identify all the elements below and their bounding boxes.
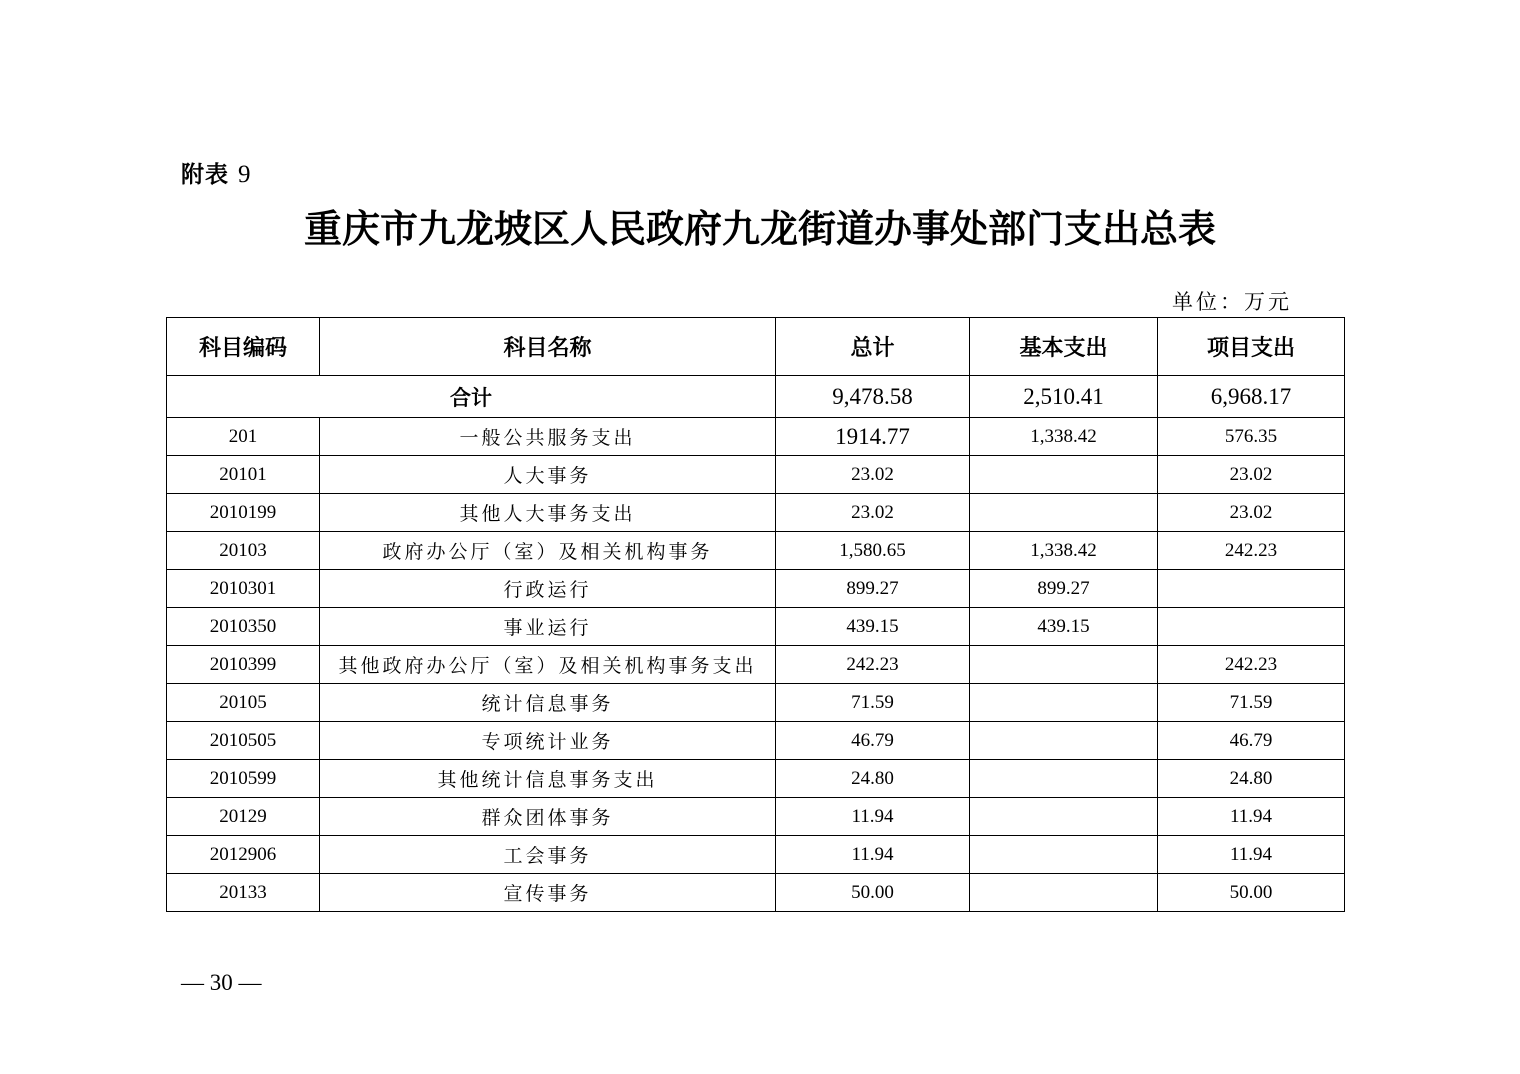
total-project: 6,968.17	[1158, 376, 1345, 418]
row-name: 一般公共服务支出	[320, 418, 776, 456]
row-project	[1158, 570, 1345, 608]
row-project: 23.02	[1158, 494, 1345, 532]
row-total: 1914.77	[776, 418, 970, 456]
row-project	[1158, 608, 1345, 646]
row-project: 23.02	[1158, 456, 1345, 494]
row-basic	[970, 494, 1158, 532]
row-basic: 1,338.42	[970, 418, 1158, 456]
document-title: 重庆市九龙坡区人民政府九龙街道办事处部门支出总表	[303, 206, 1216, 251]
table-row	[167, 608, 1345, 646]
table-row	[167, 646, 1345, 684]
row-project: 576.35	[1158, 418, 1345, 456]
total-sum: 9,478.58	[776, 376, 970, 418]
row-total: 11.94	[776, 836, 970, 874]
header-row	[167, 318, 1345, 376]
table-row	[167, 418, 1345, 456]
table-row	[167, 570, 1345, 608]
row-total: 1,580.65	[776, 532, 970, 570]
row-name: 人大事务	[320, 456, 776, 494]
row-name: 统计信息事务	[320, 684, 776, 722]
table-row	[167, 456, 1345, 494]
row-project: 242.23	[1158, 532, 1345, 570]
row-code: 2010399	[167, 646, 320, 684]
header-name: 科目名称	[320, 318, 776, 376]
table-row	[167, 874, 1345, 912]
row-basic	[970, 646, 1158, 684]
row-total: 11.94	[776, 798, 970, 836]
row-project: 24.80	[1158, 760, 1345, 798]
row-project: 46.79	[1158, 722, 1345, 760]
row-name: 其他政府办公厅（室）及相关机构事务支出	[320, 646, 776, 684]
total-label: 合计	[167, 376, 776, 418]
row-basic	[970, 684, 1158, 722]
appendix-number: 9	[238, 161, 252, 188]
table-row	[167, 684, 1345, 722]
header-basic: 基本支出	[970, 318, 1158, 376]
row-code: 2010505	[167, 722, 320, 760]
table-row	[167, 760, 1345, 798]
row-code: 2010301	[167, 570, 320, 608]
row-code: 201	[167, 418, 320, 456]
row-total: 899.27	[776, 570, 970, 608]
header-code: 科目编码	[167, 318, 320, 376]
row-code: 20133	[167, 874, 320, 912]
row-total: 23.02	[776, 456, 970, 494]
row-total: 242.23	[776, 646, 970, 684]
appendix-prefix: 附表	[181, 162, 229, 188]
row-name: 工会事务	[320, 836, 776, 874]
row-basic: 899.27	[970, 570, 1158, 608]
row-name: 政府办公厅（室）及相关机构事务	[320, 532, 776, 570]
row-project: 11.94	[1158, 836, 1345, 874]
row-code: 20101	[167, 456, 320, 494]
row-project: 71.59	[1158, 684, 1345, 722]
table-row	[167, 836, 1345, 874]
row-basic	[970, 760, 1158, 798]
table-row	[167, 532, 1345, 570]
row-name: 其他统计信息事务支出	[320, 760, 776, 798]
total-row	[167, 376, 1345, 418]
row-name: 专项统计业务	[320, 722, 776, 760]
row-code: 2012906	[167, 836, 320, 874]
row-total: 439.15	[776, 608, 970, 646]
row-name: 群众团体事务	[320, 798, 776, 836]
row-project: 11.94	[1158, 798, 1345, 836]
row-basic	[970, 874, 1158, 912]
row-name: 其他人大事务支出	[320, 494, 776, 532]
row-basic	[970, 456, 1158, 494]
appendix-label	[181, 156, 252, 189]
header-project: 项目支出	[1158, 318, 1345, 376]
row-name: 宣传事务	[320, 874, 776, 912]
row-name: 行政运行	[320, 570, 776, 608]
row-code: 20103	[167, 532, 320, 570]
expense-table	[166, 317, 1345, 912]
row-basic	[970, 836, 1158, 874]
row-project: 242.23	[1158, 646, 1345, 684]
row-code: 2010599	[167, 760, 320, 798]
row-total: 24.80	[776, 760, 970, 798]
row-basic: 439.15	[970, 608, 1158, 646]
row-total: 23.02	[776, 494, 970, 532]
row-name: 事业运行	[320, 608, 776, 646]
row-project: 50.00	[1158, 874, 1345, 912]
page-number: — 30 —	[181, 970, 262, 995]
row-basic: 1,338.42	[970, 532, 1158, 570]
total-basic: 2,510.41	[970, 376, 1158, 418]
row-code: 2010350	[167, 608, 320, 646]
table-row	[167, 494, 1345, 532]
row-code: 20105	[167, 684, 320, 722]
unit-label: 单位：万元	[1172, 290, 1292, 314]
row-code: 2010199	[167, 494, 320, 532]
header-total: 总计	[776, 318, 970, 376]
row-total: 50.00	[776, 874, 970, 912]
row-code: 20129	[167, 798, 320, 836]
row-basic	[970, 722, 1158, 760]
row-total: 71.59	[776, 684, 970, 722]
table-row	[167, 798, 1345, 836]
row-total: 46.79	[776, 722, 970, 760]
row-basic	[970, 798, 1158, 836]
table-row	[167, 722, 1345, 760]
